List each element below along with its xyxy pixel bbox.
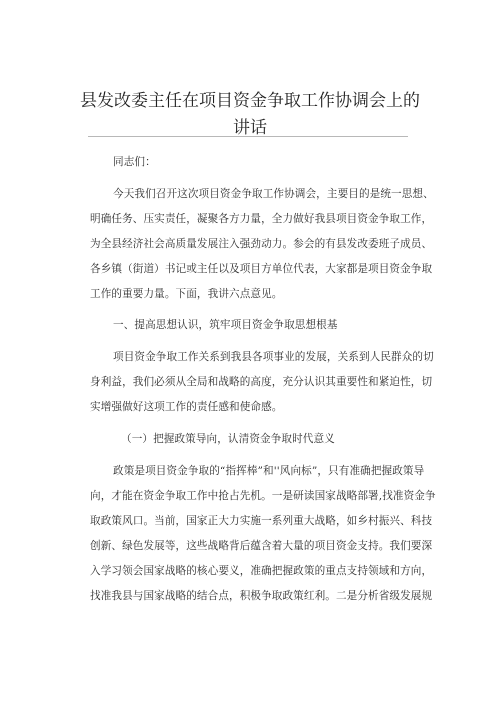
salutation: 同志们：: [113, 156, 156, 168]
paragraph-line: 入学习领会国家战略的核心要义，准确把握政策的重点支持领域和方向，: [90, 565, 433, 577]
paragraph-line: 身利益，我们必须从全局和战略的高度，充分认识其重要性和紧迫性，切: [90, 376, 433, 388]
title-divider: [88, 136, 408, 137]
document-title-line2: 讲话: [233, 118, 267, 138]
document-title-line1: 县发改委主任在项目资金争取工作协调会上的: [80, 91, 420, 111]
paragraph-line: 工作的重要力量。下面，我讲六点意见。: [90, 288, 283, 300]
paragraph-line: 明确任务、压实责任，凝聚各方力量，全力做好我县项目资金争取工作，: [90, 213, 433, 225]
paragraph-line: 各乡镇（街道）书记或主任以及项目方单位代表，大家都是项目资金争取: [90, 263, 433, 275]
paragraph-line: 创新、绿色发展等，这些战略背后蕴含着大量的项目资金支持。我们要深: [90, 540, 433, 552]
paragraph-line: 政策是项目资金争取的“指挥棒”和''风向标”，只有准确把握政策导: [113, 465, 425, 477]
paragraph-line: 取政策风口。当前，国家正大力实施一系列重大战略，如乡村振兴、科技: [90, 515, 433, 527]
section-heading: 一、提高思想认识，筑牢项目资金争取思想根基: [113, 319, 338, 331]
paragraph-line: 找准我县与国家战略的结合点，积极争取政策红利。二是分析省级发展规: [90, 590, 433, 602]
paragraph-line: 为全县经济社会高质量发展注入强劲动力。参会的有县发改委班子成员、: [90, 238, 433, 250]
paragraph-line: 实增强做好这项工作的责任感和使命感。: [90, 401, 283, 413]
paragraph-line: 项目资金争取工作关系到我县各项事业的发展，关系到人民群众的切: [113, 351, 434, 363]
subsection-heading: （一）把握政策导向，认清资金争取时代意义: [121, 433, 335, 445]
paragraph-line: 今天我们召开这次项目资金争取工作协调会，主要目的是统一思想、: [113, 188, 434, 200]
paragraph-line: 向，才能在资金争取工作中抢占先机。一是研读国家战略部署,找准资金争: [90, 490, 436, 502]
